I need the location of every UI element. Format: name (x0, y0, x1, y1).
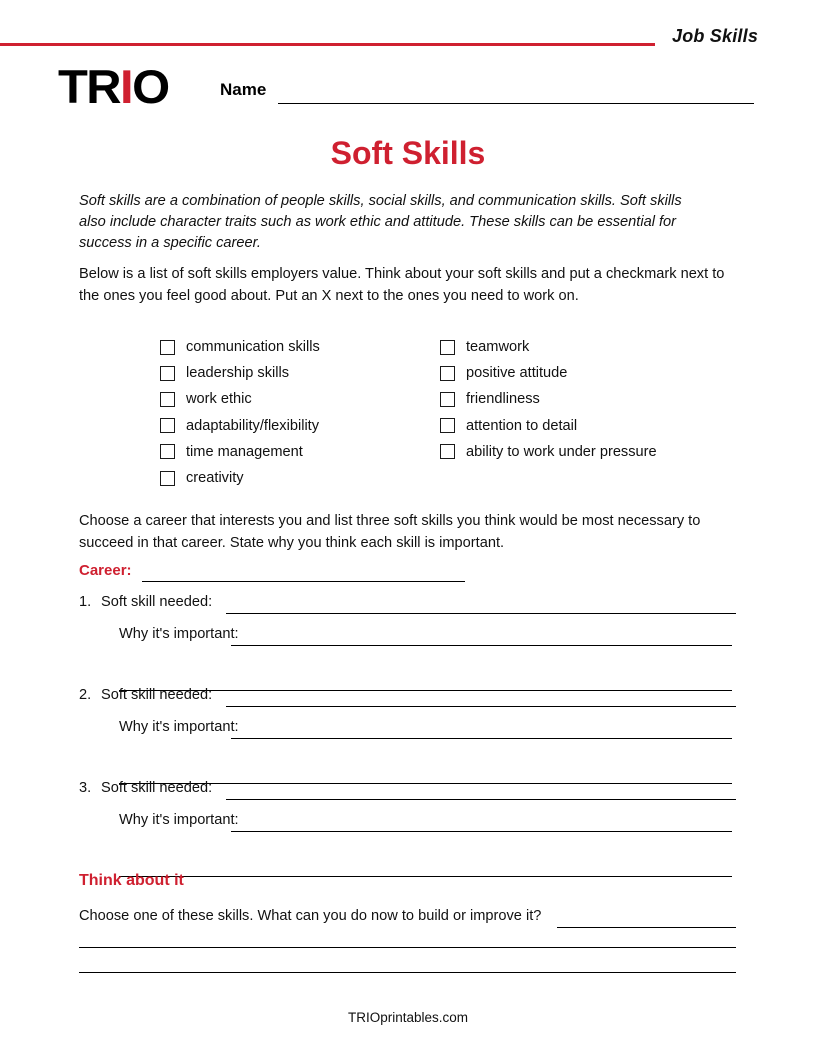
logo-text-o: O (132, 60, 169, 113)
skill-needed-row (79, 780, 739, 806)
list-item-label: ability to work under pressure (466, 443, 657, 460)
header-red-rule (0, 43, 655, 46)
career-prompt-paragraph: Choose a career that interests you and list three soft skills you think would be most necessary to succeed in that career. State why you think each skill is important. (79, 513, 701, 551)
list-item-label: friendliness (466, 391, 540, 408)
think-about-it-line-1[interactable] (557, 927, 736, 928)
checklist-right-column (440, 334, 657, 465)
why-important-continuation-line[interactable] (119, 876, 732, 877)
list-item[interactable] (440, 413, 657, 439)
list-item-label: attention to detail (466, 417, 578, 434)
checkbox-icon[interactable] (160, 471, 175, 486)
think-about-it-line-2[interactable] (79, 947, 736, 948)
checklist-left-column (160, 334, 320, 491)
checkbox-icon[interactable] (160, 392, 175, 407)
category-tag: Job Skills (672, 26, 759, 46)
skill-needed-label: Soft skill needed: (101, 687, 213, 703)
page-title: Soft Skills (330, 135, 486, 171)
list-item[interactable] (160, 465, 320, 491)
skill-block-3 (79, 780, 739, 838)
list-item-label: teamwork (466, 339, 530, 356)
think-about-it-heading: Think about it (79, 872, 184, 889)
trio-logo (58, 60, 212, 113)
checkbox-icon[interactable] (440, 340, 455, 355)
why-important-input-line[interactable] (231, 645, 732, 646)
logo-letter-i: I (120, 60, 133, 113)
why-important-row (79, 719, 739, 745)
skill-needed-row (79, 594, 739, 620)
list-item[interactable] (160, 386, 320, 412)
list-item[interactable] (160, 439, 320, 465)
list-item-label: positive attitude (466, 365, 568, 382)
list-item[interactable] (440, 386, 657, 412)
list-item-label: time management (186, 443, 303, 460)
skill-block-1 (79, 594, 739, 652)
why-important-label: Why it's important: (119, 626, 239, 642)
skill-needed-row (79, 687, 739, 713)
career-label: Career: (79, 562, 132, 579)
why-important-row (79, 626, 739, 652)
list-item[interactable] (440, 360, 657, 386)
list-item-label: leadership skills (186, 365, 290, 382)
intro-paragraph: Soft skills are a combination of people skills, social skills, and communication skills. Soft skills also include character traits such as work ethic and attitude. These skills can be essential for success in a specific career. (79, 193, 682, 251)
skill-block-2 (79, 687, 739, 745)
list-item[interactable] (440, 439, 657, 465)
think-about-it-question: Choose one of these skills. What can you do now to build or improve it? (79, 908, 542, 924)
skill-needed-input-line[interactable] (226, 799, 736, 800)
skill-number: 3. (79, 780, 92, 796)
skill-number: 2. (79, 687, 92, 703)
list-item-label: communication skills (186, 339, 320, 356)
checkbox-icon[interactable] (160, 444, 175, 459)
name-input-line[interactable] (278, 103, 754, 104)
why-important-row (79, 812, 739, 838)
name-label: Name (220, 80, 267, 99)
list-item-label: adaptability/flexibility (186, 417, 320, 434)
skill-needed-input-line[interactable] (226, 613, 736, 614)
list-item[interactable] (160, 360, 320, 386)
checkbox-icon[interactable] (160, 340, 175, 355)
checkbox-icon[interactable] (440, 392, 455, 407)
footer-url: TRIOprintables.com (347, 1010, 469, 1025)
checkbox-icon[interactable] (440, 444, 455, 459)
list-item-label: creativity (186, 470, 244, 487)
logo-text-tr: TR (58, 60, 121, 113)
list-item[interactable] (160, 413, 320, 439)
why-important-label: Why it's important: (119, 719, 239, 735)
instructions-paragraph: Below is a list of soft skills employers value. Think about your soft skills and put a checkmark next to the ones you feel good about. Put an X next to the ones you need to work on. (79, 266, 725, 304)
skill-number: 1. (79, 594, 92, 610)
checkbox-icon[interactable] (440, 366, 455, 381)
checkbox-icon[interactable] (160, 418, 175, 433)
career-input-line[interactable] (142, 581, 465, 582)
why-important-input-line[interactable] (231, 738, 732, 739)
list-item[interactable] (440, 334, 657, 360)
why-important-label: Why it's important: (119, 812, 239, 828)
think-about-it-line-3[interactable] (79, 972, 736, 973)
list-item-label: work ethic (186, 391, 252, 408)
checkbox-icon[interactable] (160, 366, 175, 381)
list-item[interactable] (160, 334, 320, 360)
skill-needed-input-line[interactable] (226, 706, 736, 707)
why-important-input-line[interactable] (231, 831, 732, 832)
checkbox-icon[interactable] (440, 418, 455, 433)
skill-needed-label: Soft skill needed: (101, 594, 213, 610)
skill-needed-label: Soft skill needed: (101, 780, 213, 796)
career-field-row (79, 562, 499, 586)
name-field-row (220, 80, 755, 110)
